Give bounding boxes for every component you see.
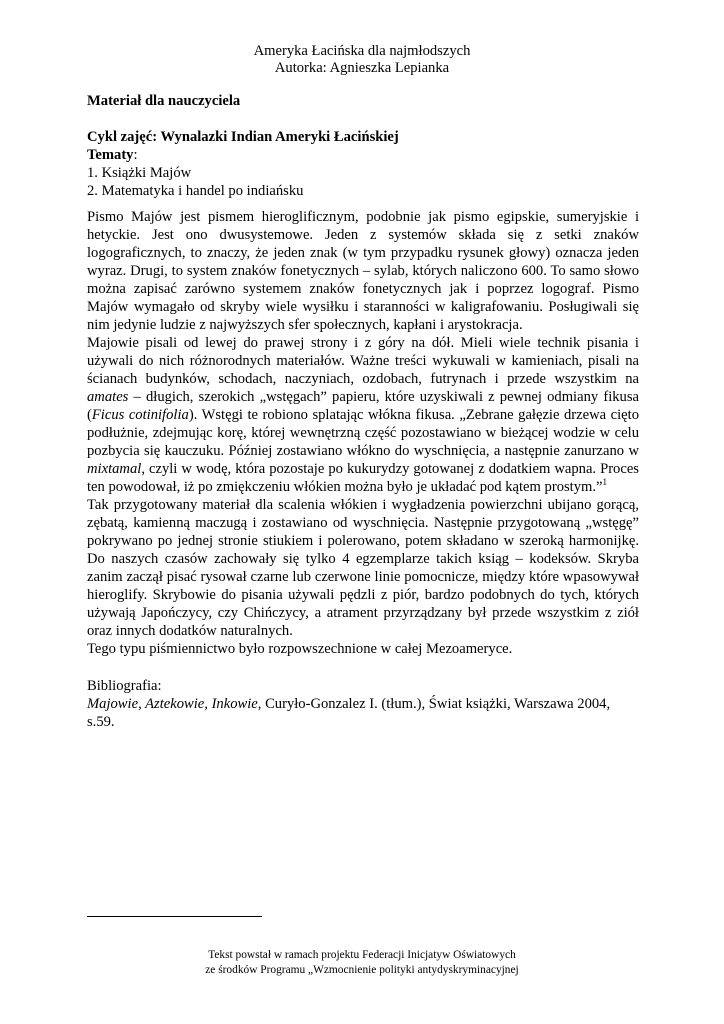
footer-line: Tekst powstał w ramach projektu Federacji Inicjatyw Oświatowych — [208, 949, 516, 961]
paragraph-1: Pismo Majów jest pismem hieroglificznym, podobnie jak pismo egipskie, sumeryjskie i hetyckie. Jest ono dwusystemowe. Jeden z systemów składa się z setki znaków logograficznych, to znaczy, że jeden znak (w tym przypadku rysunek głowy) oznacza jeden wyraz. Drugi, to system znaków fonetycznych – sylab, których naliczono 600. To samo słowo można zapisać zarówno systemem znaków fonetycznych jak i poprzez logograf. Pismo Majów wymagało od skryby wiele wysiłku i staranności w kaligrafowaniu. Posługiwali się nim jedynie ludzie z najwyższych sfer społecznych, kapłani i arystokracja. — [87, 209, 639, 333]
paragraph-2 — [87, 334, 639, 496]
term-mixtamal: mixtamal — [87, 461, 142, 477]
main-text — [87, 208, 639, 658]
paragraph-2-text: Majowie pisali od lewej do prawej strony i z góry na dół. Mieli wiele technik pisania i używali do nich różnorodnych materiałów. Ważne treści wykuwali w kamieniach, pisali na ścianach budynków, schodach, naczyniach, ozdobach, futrynach i przede wszystkim na — [87, 335, 639, 387]
bibliography-entry — [87, 695, 639, 731]
header-title: Ameryka Łacińska dla najmłodszych — [253, 43, 471, 59]
paragraph-3: Tak przygotowany materiał dla scalenia włókien i wygładzenia powierzchni ubijano gorącą, zębatą, kamienną maczugą i zostawiano od wyschnięcia. Następnie przygotowaną „wstęgę” pokrywano po jednej stronie stiukiem i polerowano, potem składano w szeroką harmonijkę. Do naszych czasów zachowały się tylko 4 egzemplarze takich ksiąg – kodeksów. Skryba zanim zaczął pisać rysował czarne lub czerwone linie pomocnicze, między które wpasowywał hieroglify. Skrybowie do pisania używali pędzli z piór, bardzo podobnych do tych, których używają Japończycy, czy Chińczycy, a atrament przyrządzany był przede wszystkim z ziół oraz innych dodatków naturalnych. — [87, 497, 639, 639]
footnote-marker[interactable]: 1 — [602, 477, 607, 488]
paragraph-2-text: , czyli w wodę, która pozostaje po kukurydzy gotowanej z dodatkiem wapna. Proces ten powodował, iż po zmiękczeniu włókien można było je układać pod kątem prostym.” — [87, 461, 639, 495]
header-author: Autorka: Agnieszka Lepianka — [274, 60, 450, 76]
bibliography-title: Majowie, Aztekowie, Inkowie — [87, 696, 258, 712]
footnote-divider — [87, 916, 262, 917]
paragraph-2-text: ). Wstęgi te robiono splatając włókna fikusa. „Zebrane gałęzie drzewa cięto podłużnie, zdejmując korę, której wewnętrzną część pozostawiano w bieżącej wodzie w celu pozbycia się kauczuku. Później zostawiano włókno do wyschnięcia, a następnie zanurzano w — [87, 407, 639, 459]
paragraph-2-text: – długich, szerokich „wstęgach” papieru, które uzyskiwali z pewnej odmiany fikusa ( — [87, 389, 639, 423]
topic-item: 2. Matematyka i handel po indiańsku — [87, 183, 304, 199]
topics-label: Tematy — [87, 147, 134, 163]
topics-colon: : — [133, 147, 138, 163]
paragraph-4: Tego typu piśmiennictwo było rozpowszechnione w całej Mezoameryce. — [87, 641, 513, 657]
term-ficus: Ficus cotinifolia — [91, 407, 189, 423]
topic-item: 1. Książki Majów — [87, 165, 192, 181]
topics-heading — [87, 146, 639, 164]
material-title: Materiał dla nauczyciela — [87, 93, 241, 109]
cycle-title: Cykl zajęć: Wynalazki Indian Ameryki Łacińskiej — [87, 129, 399, 145]
bibliography-label: Bibliografia: — [87, 678, 162, 694]
term-amates: amates — [87, 389, 129, 405]
cycle-section — [87, 128, 639, 200]
page-header — [0, 43, 724, 77]
page-footer — [0, 948, 724, 978]
bibliography — [87, 677, 639, 731]
footer-line: ze środków Programu „Wzmocnienie polityki antydyskryminacyjnej — [205, 964, 519, 976]
bibliography-details: , Curyło-Gonzalez I. (tłum.), Świat książki, Warszawa 2004, s.59. — [87, 696, 611, 730]
